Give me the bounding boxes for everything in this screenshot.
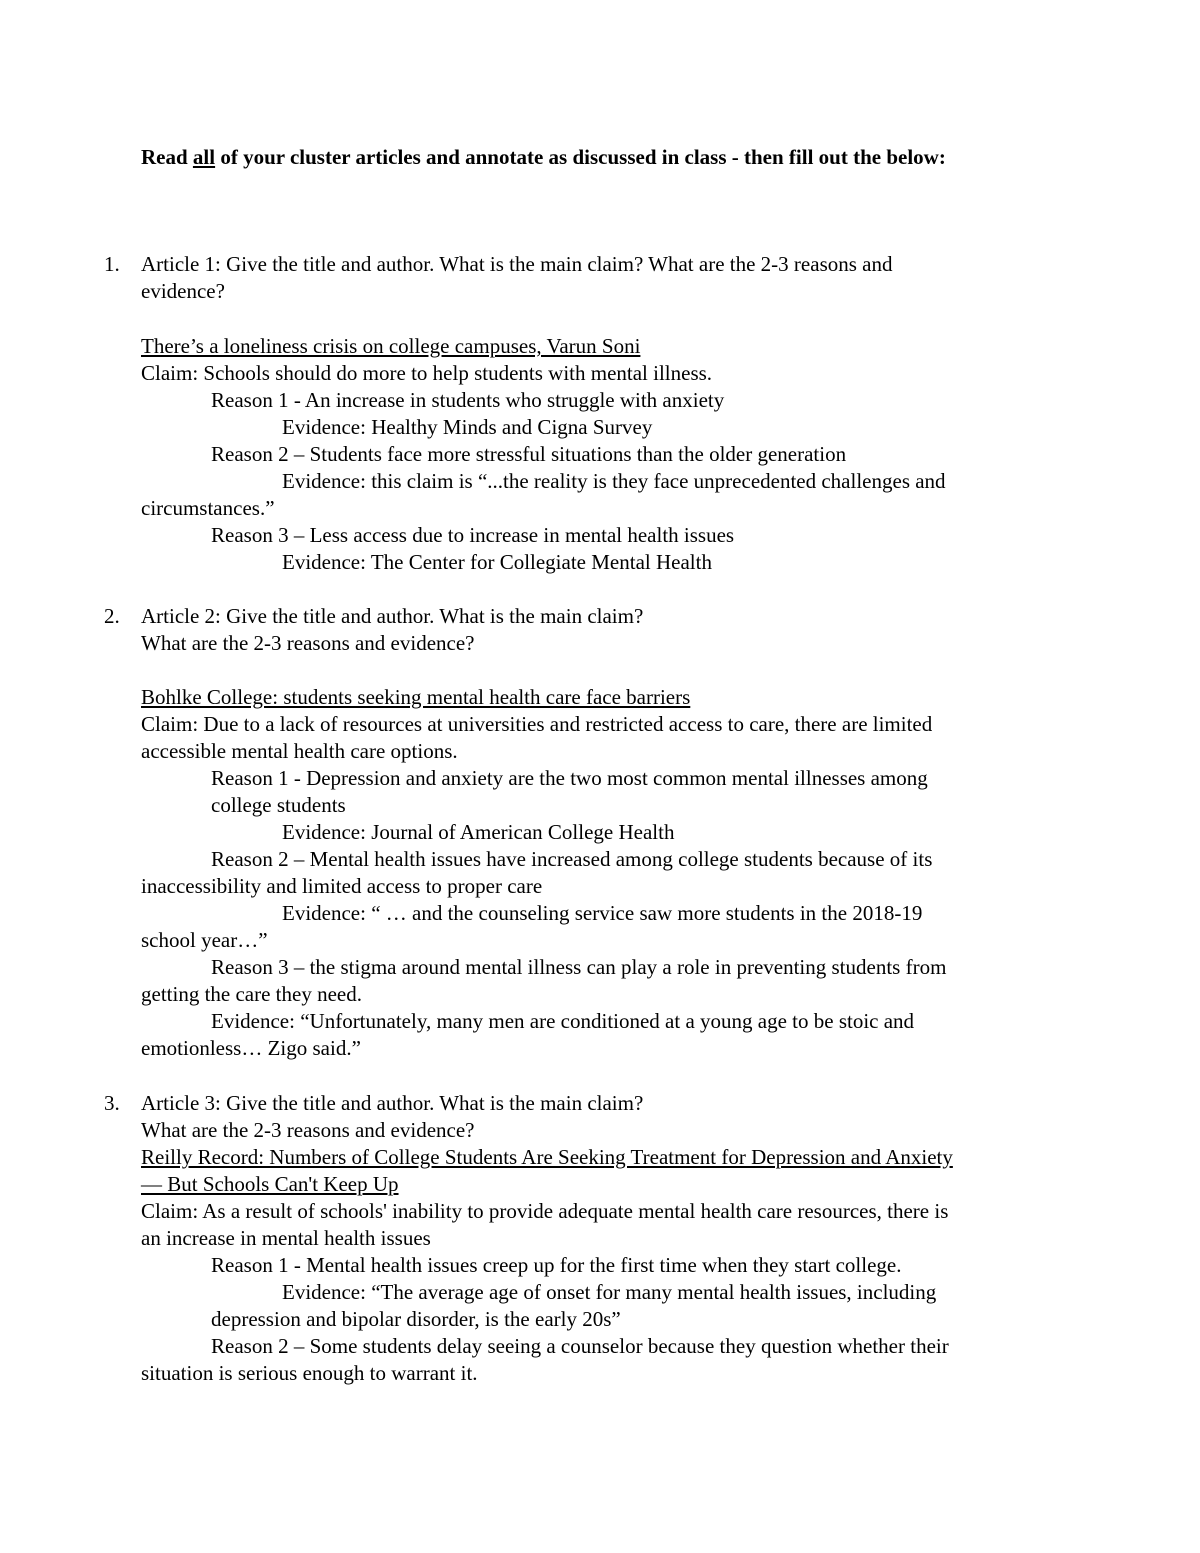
article2-prompt-cont: What are the 2-3 reasons and evidence? [141,631,475,655]
article1-evidence2: Evidence: this claim is “...the reality is they face unprecedented challenges and [282,469,946,493]
article2-evidence2-cont: school year…” [141,928,268,952]
article3-evidence1: Evidence: “The average age of onset for many mental health issues, including [282,1280,937,1304]
heading-underlined: all [192,145,216,169]
article2-title: Bohlke College: students seeking mental health care face barriers [141,685,691,709]
article1-evidence1: Evidence: Healthy Minds and Cigna Survey [282,415,653,439]
article3-prompt: Article 3: Give the title and author. What is the main claim? [141,1091,644,1115]
article3-title-cont: — But Schools Can't Keep Up [141,1172,399,1196]
article2-evidence1: Evidence: Journal of American College Health [282,820,675,844]
article3-reason1: Reason 1 - Mental health issues creep up for the first time when they start college. [211,1253,902,1277]
article1-reason2: Reason 2 – Students face more stressful situations than the older generation [211,442,847,466]
page-heading [141,144,946,171]
article2-reason3-cont: getting the care they need. [141,982,362,1006]
article3-title: Reilly Record: Numbers of College Students Are Seeking Treatment for Depression and Anxiety [141,1145,953,1169]
article2-reason3: Reason 3 – the stigma around mental illness can play a role in preventing students from [211,955,947,979]
article2-evidence3-cont: emotionless… Zigo said.” [141,1036,361,1060]
article1-title: There’s a loneliness crisis on college campuses, Varun Soni [141,334,641,358]
article1-claim: Claim: Schools should do more to help students with mental illness. [141,361,713,385]
article2-reason1: Reason 1 - Depression and anxiety are the two most common mental illnesses among [211,766,928,790]
article3-reason2-cont: situation is serious enough to warrant it. [141,1361,478,1385]
article1-prompt-cont: evidence? [141,279,225,303]
article2-number: 2. [104,604,120,628]
article2-claim-cont: accessible mental health care options. [141,739,458,763]
article2-reason2: Reason 2 – Mental health issues have increased among college students because of its [211,847,933,871]
article3-claim-cont: an increase in mental health issues [141,1226,431,1250]
article2-prompt: Article 2: Give the title and author. What is the main claim? [141,604,644,628]
article3-reason2: Reason 2 – Some students delay seeing a counselor because they question whether their [211,1334,949,1358]
article1-reason3: Reason 3 – Less access due to increase in mental health issues [211,523,735,547]
article3-evidence1-cont: depression and bipolar disorder, is the early 20s” [211,1307,621,1331]
article1-evidence3: Evidence: The Center for Collegiate Mental Health [282,550,712,574]
article1-evidence2-cont: circumstances.” [141,496,275,520]
article2-reason2-cont: inaccessibility and limited access to proper care [141,874,543,898]
article2-reason1-cont: college students [211,793,346,817]
article2-claim: Claim: Due to a lack of resources at universities and restricted access to care, there are limited [141,712,933,736]
article2-evidence2: Evidence: “ … and the counseling service saw more students in the 2018-19 [282,901,923,925]
article3-claim: Claim: As a result of schools' inability to provide adequate mental health care resources, there is [141,1199,949,1223]
article3-number: 3. [104,1091,120,1115]
article1-reason1: Reason 1 - An increase in students who struggle with anxiety [211,388,725,412]
article3-prompt-cont: What are the 2-3 reasons and evidence? [141,1118,475,1142]
heading-after: of your cluster articles and annotate as discussed in class - then fill out the below: [215,145,946,169]
article2-evidence3: Evidence: “Unfortunately, many men are conditioned at a young age to be stoic and [211,1009,915,1033]
heading-before: Read [141,145,193,169]
article1-prompt: Article 1: Give the title and author. What is the main claim? What are the 2-3 reasons and [141,252,893,276]
article1-number: 1. [104,252,120,276]
